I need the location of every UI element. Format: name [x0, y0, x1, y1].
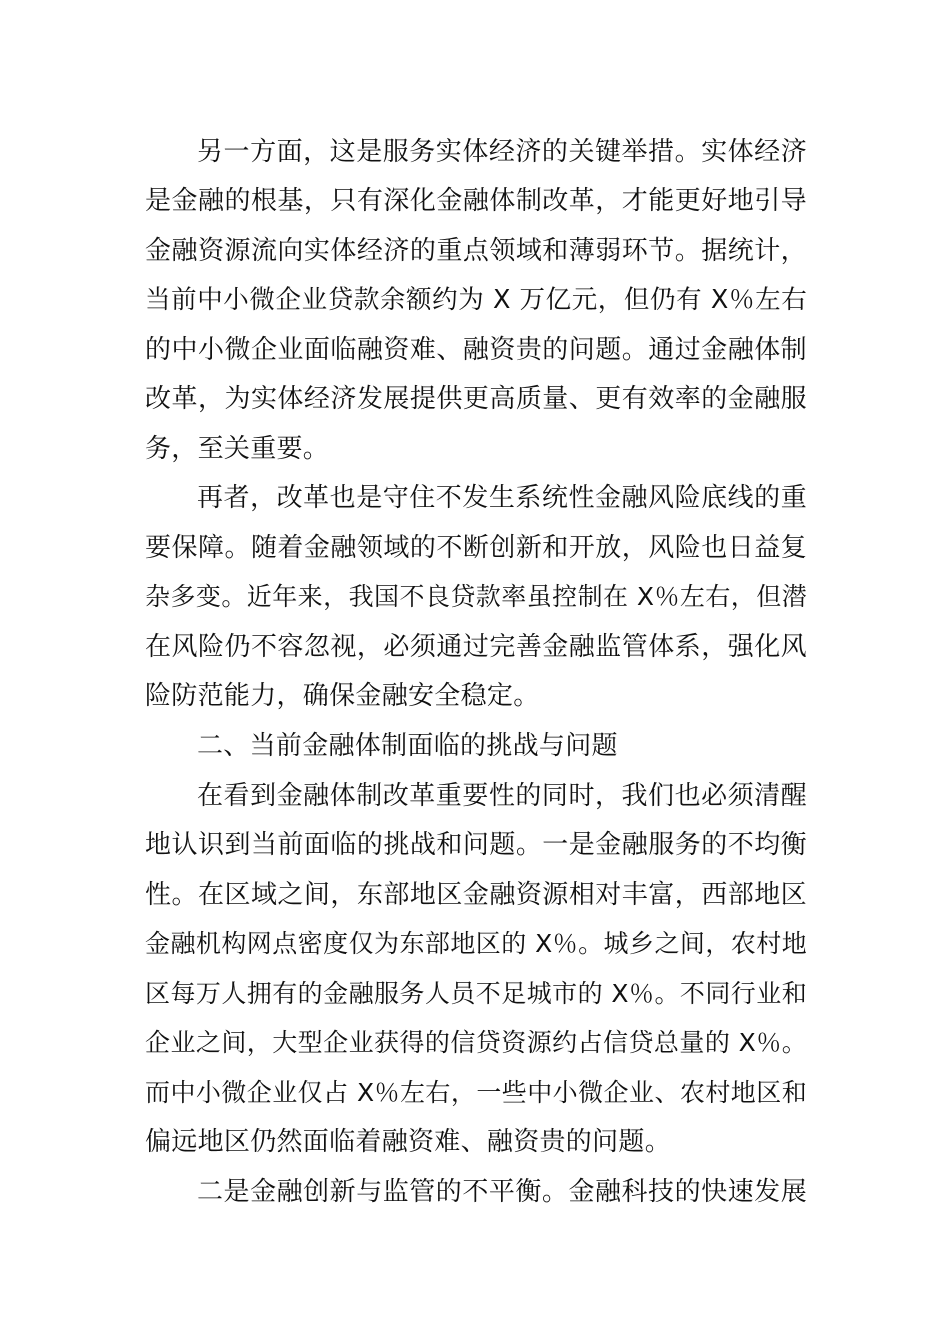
paragraph-3-line-3: 性。在区域之间，东部地区金融资源相对丰富，西部地区: [145, 880, 807, 910]
paragraph-3-line-8: 偏远地区仍然面临着融资难、融资贵的问题。: [145, 1127, 672, 1157]
paragraph-1-line-4: 当前中小微企业贷款余额约为 X 万亿元，但仍有 X％左右: [145, 285, 807, 315]
paragraph-3-line-7: 而中小微企业仅占 X％左右，一些中小微企业、农村地区和: [145, 1078, 807, 1107]
paragraph-2-line-3: 杂多变。近年来，我国不良贷款率虽控制在 X％左右，但潜: [145, 582, 807, 611]
section-heading-2: 二、当前金融体制面临的挑战与问题: [197, 731, 618, 761]
paragraph-2-line-1: 再者，改革也是守住不发生系统性金融风险底线的重: [197, 483, 807, 513]
paragraph-3-line-2: 地认识到当前面临的挑战和问题。一是金融服务的不均衡: [145, 830, 807, 860]
paragraph-4-line-1: 二是金融创新与监管的不平衡。金融科技的快速发展: [197, 1177, 807, 1207]
paragraph-3-line-1: 在看到金融体制改革重要性的同时，我们也必须清醒: [197, 781, 807, 811]
paragraph-2-line-5: 险防范能力，确保金融安全稳定。: [145, 681, 540, 711]
paragraph-1-line-3: 金融资源流向实体经济的重点领域和薄弱环节。据统计，: [145, 236, 807, 266]
paragraph-3-line-4: 金融机构网点密度仅为东部地区的 X％。城乡之间，农村地: [145, 929, 807, 958]
paragraph-1-line-5: 的中小微企业面临融资难、融资贵的问题。通过金融体制: [145, 335, 807, 365]
paragraph-3-line-6: 企业之间，大型企业获得的信贷资源约占信贷总量的 X％。: [145, 1028, 807, 1057]
paragraph-1-line-2: 是金融的根基，只有深化金融体制改革，才能更好地引导: [145, 186, 807, 216]
paragraph-3-line-5: 区每万人拥有的金融服务人员不足城市的 X％。不同行业和: [145, 979, 807, 1008]
paragraph-1-line-7: 务，至关重要。: [145, 434, 330, 464]
paragraph-1-line-6: 改革，为实体经济发展提供更高质量、更有效率的金融服: [145, 384, 807, 414]
paragraph-1-line-1: 另一方面，这是服务实体经济的关键举措。实体经济: [197, 137, 807, 167]
paragraph-2-line-2: 要保障。随着金融领域的不断创新和开放，风险也日益复: [145, 533, 807, 563]
paragraph-2-line-4: 在风险仍不容忽视，必须通过完善金融监管体系，强化风: [145, 632, 807, 662]
